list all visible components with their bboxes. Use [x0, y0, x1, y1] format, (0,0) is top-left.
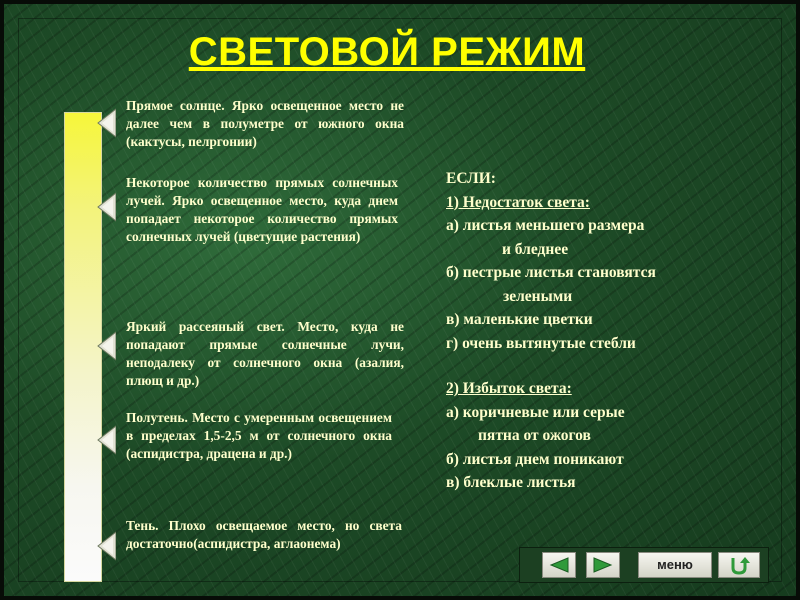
- level-marker-icon: [96, 192, 116, 222]
- shortage-item: и бледнее: [502, 240, 569, 258]
- shortage-heading: 1) Недостаток света:: [446, 193, 590, 211]
- light-level-half-shade: Полутень. Место с умеренным освещением в пределах 1,5-2,5 м от солнечного окна (аспидистра, драцена и др.): [126, 410, 392, 461]
- if-label: ЕСЛИ:: [446, 170, 496, 187]
- excess-item: в) блеклые листья: [446, 474, 576, 491]
- section-gap: [446, 355, 746, 377]
- level-marker-icon: [96, 108, 116, 138]
- slide-title: СВЕТОВОЙ РЕЖИМ: [188, 30, 586, 74]
- excess-heading: 2) Избыток света:: [446, 380, 572, 397]
- level-marker-icon: [96, 531, 116, 561]
- menu-button[interactable]: меню: [638, 552, 712, 578]
- level-marker-icon: [96, 425, 116, 455]
- navigation-bar: [519, 547, 769, 583]
- arrow-left-icon: [548, 557, 570, 573]
- light-level-bright-diffused: Яркий рассеяный свет. Место, куда не попадают прямые солнечные лучи, неподалеку от солнечного окна (азалия, плющ и др.): [126, 319, 404, 388]
- shortage-item: в) маленькие цветки: [446, 311, 593, 328]
- light-effects-list: [446, 167, 746, 495]
- shortage-item: а) листья меньшего размера: [446, 217, 645, 234]
- excess-item: б) листья днем поникают: [446, 450, 624, 468]
- shortage-item: б) пестрые листья становятся: [446, 264, 656, 281]
- shortage-item: г) очень вытянутые стебли: [446, 334, 636, 352]
- light-level-some-direct-rays: Некоторое количество прямых солнечных лучей. Ярко освещенное место, куда днем попадает некоторое количество прямых солнечных лучей (цветущие растения): [126, 175, 398, 244]
- return-arrow-icon: [728, 556, 750, 576]
- next-slide-button[interactable]: [586, 552, 620, 578]
- return-button[interactable]: [718, 552, 760, 578]
- arrow-right-icon: [592, 557, 614, 573]
- light-level-direct-sun: Прямое солнце. Ярко освещенное место не далее чем в полуметре от южного окна (кактусы, пелргонии): [126, 98, 404, 149]
- shortage-item: зелеными: [503, 287, 573, 305]
- excess-item: а) коричневые или серые: [446, 403, 625, 421]
- prev-slide-button[interactable]: [542, 552, 576, 578]
- light-level-shade: Тень. Плохо освещаемое место, но света достаточно(аспидистра, аглаонема): [126, 518, 402, 551]
- level-marker-icon: [96, 331, 116, 361]
- excess-item: пятна от ожогов: [478, 427, 591, 444]
